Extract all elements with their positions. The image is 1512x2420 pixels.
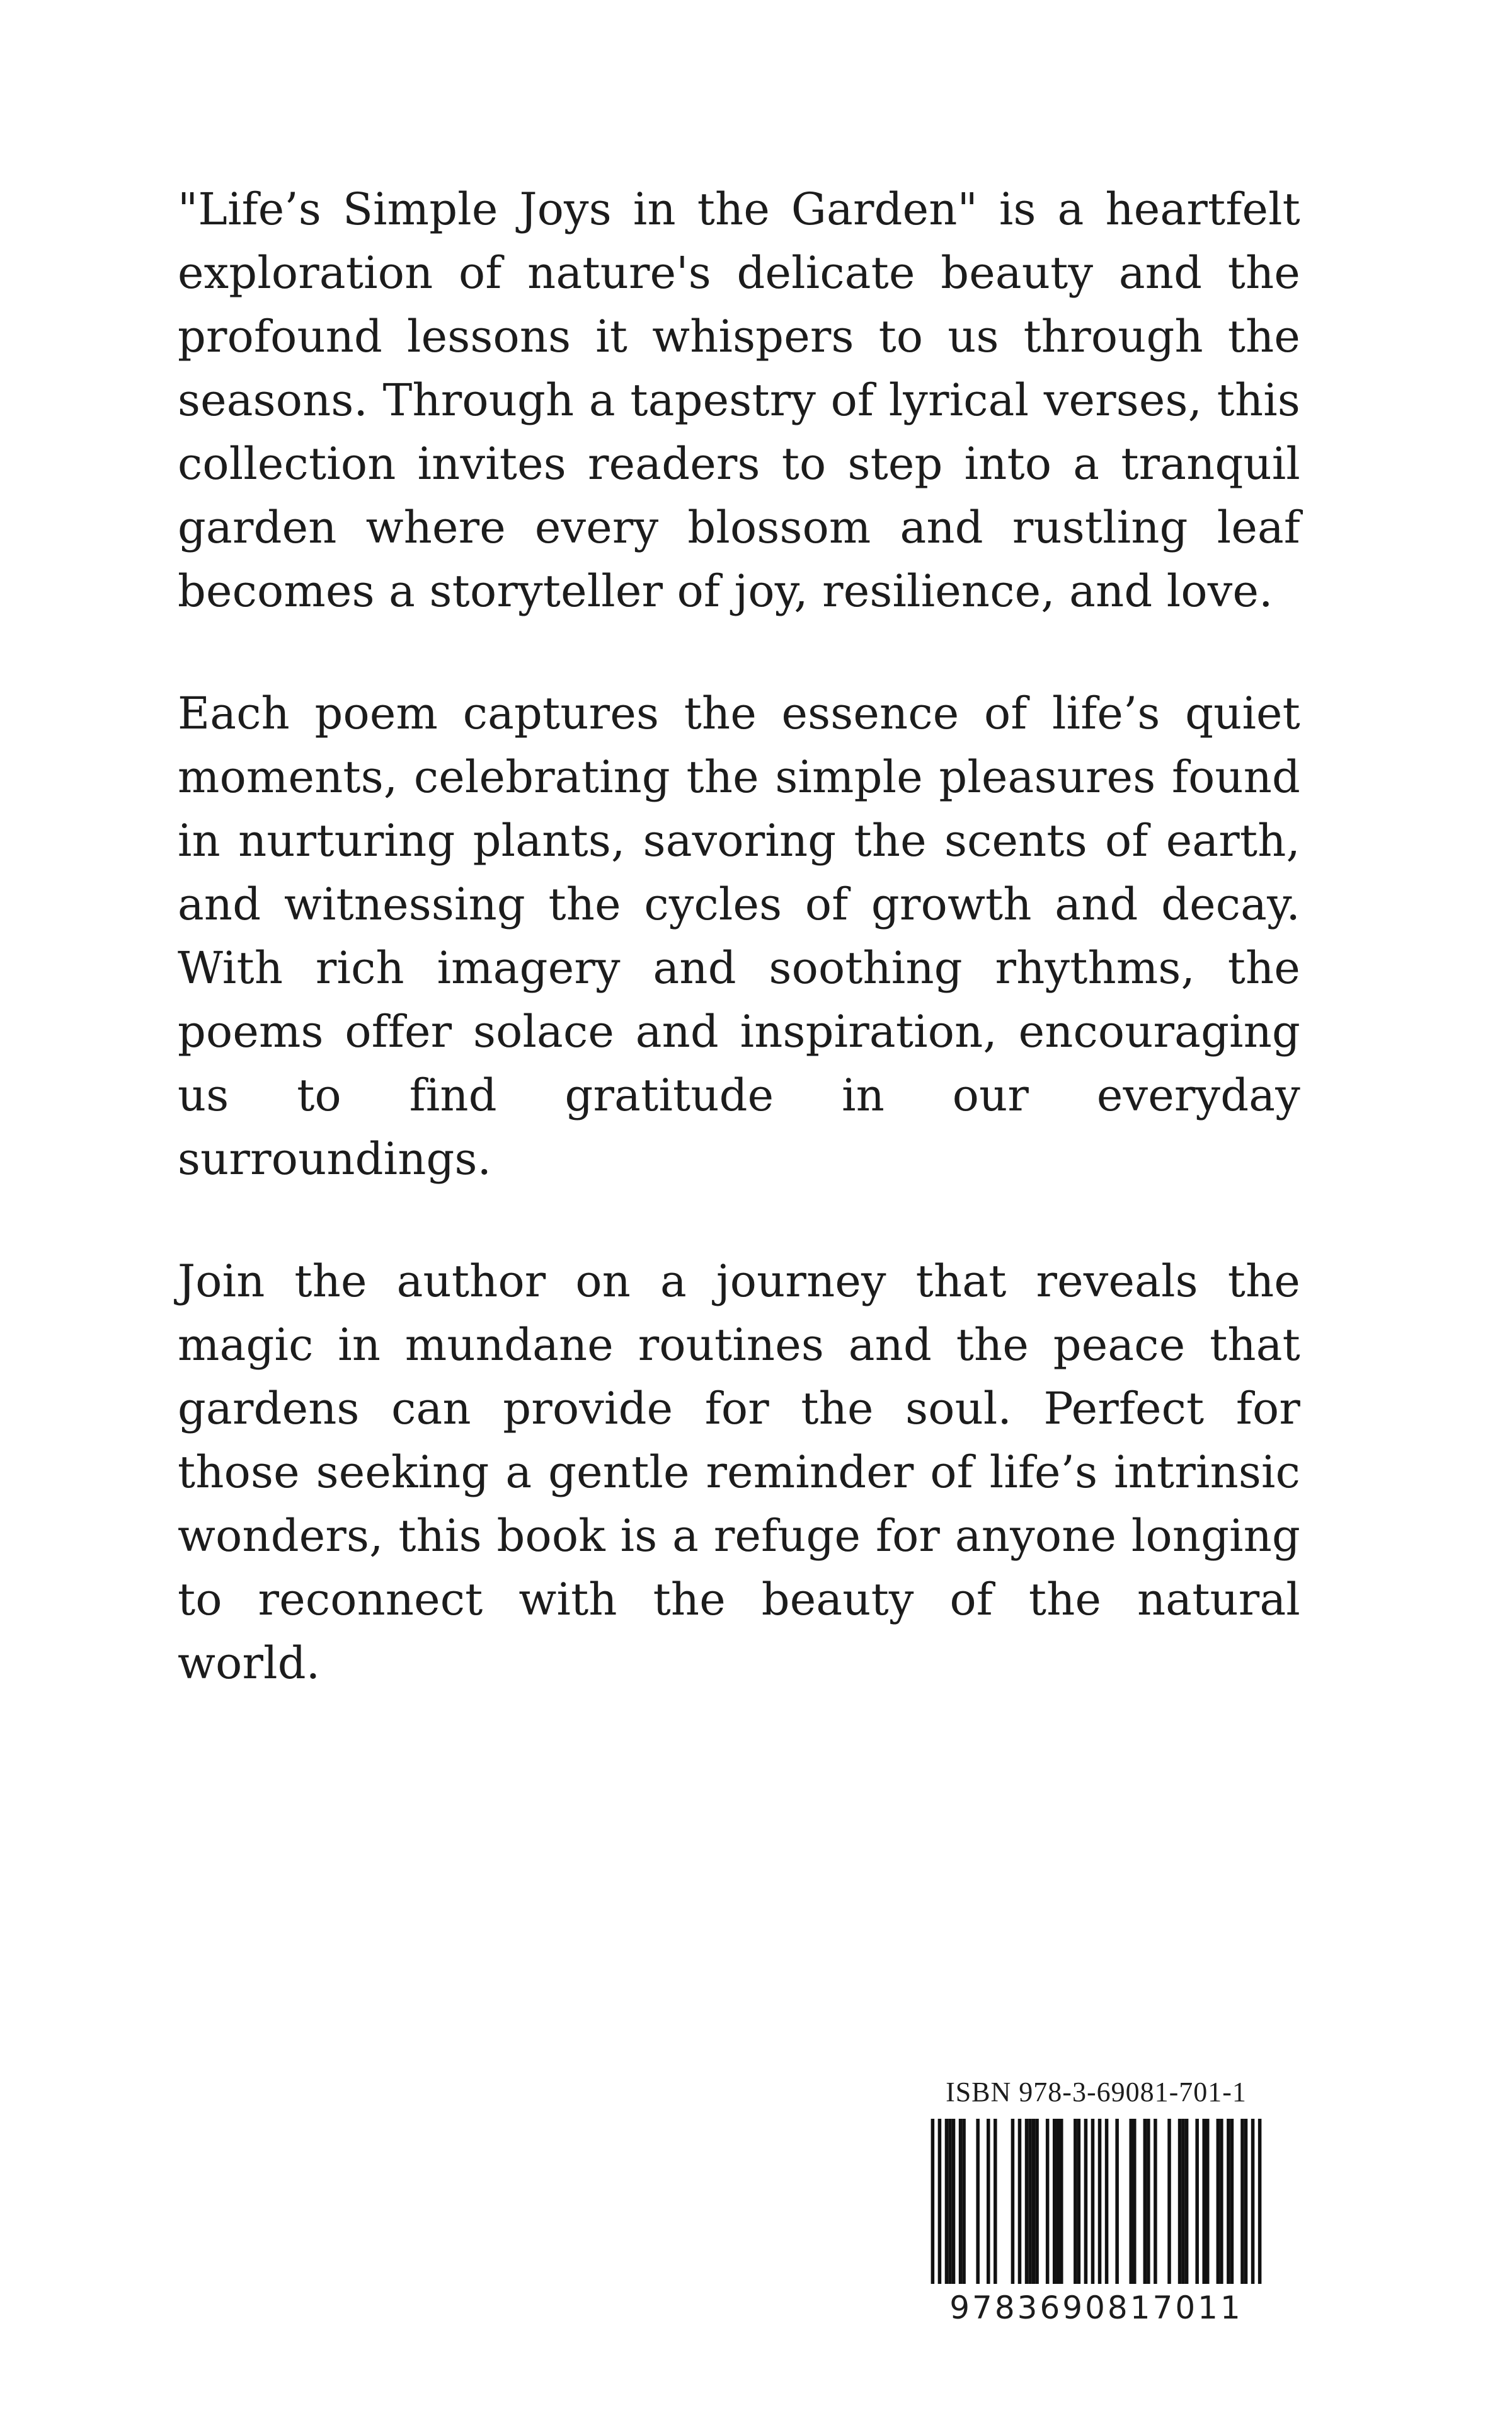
barcode-bar [1074, 2119, 1077, 2284]
blurb-paragraph-3: Join the author on a journey that reveals the magic in mundane routines and the peace that gardens can provide for the soul. Perfect for those seeking a gentle reminder of life’s intrinsic wonders, this book is a refuge for anyone longing to reconnect with the beauty of the natural world. [178, 1255, 1300, 1689]
barcode-bar [1154, 2119, 1157, 2284]
barcode-block [907, 2073, 1285, 2338]
barcode-bar [1105, 2119, 1109, 2284]
barcode-bar [1011, 2119, 1015, 2284]
barcode-bar [1185, 2119, 1189, 2284]
barcode-bar [959, 2119, 963, 2284]
barcode-bar [1227, 2119, 1230, 2284]
barcode-bar [1091, 2119, 1095, 2284]
barcode-bar [1178, 2119, 1182, 2284]
barcode-bar [1244, 2119, 1248, 2284]
barcode-bar [1143, 2119, 1147, 2284]
barcode-bar [1028, 2119, 1032, 2284]
barcode-bar [987, 2119, 990, 2284]
barcode-image [914, 2119, 1279, 2284]
barcode-bar [1230, 2119, 1234, 2284]
barcode-bar [1053, 2119, 1057, 2284]
barcode-bar [1167, 2119, 1171, 2284]
barcode-bar [1060, 2119, 1063, 2284]
blurb-paragraph-1: "Life’s Simple Joys in the Garden" is a heartfelt exploration of nature's delicate beauty and the profound lessons it whispers to us through the seasons. Through a tapestry of lyrical verses, this collection invites readers to step into a tranquil garden where every blossom and rustling leaf becomes a storyteller of joy, resilience, and love. [178, 183, 1300, 617]
barcode-bar [945, 2119, 949, 2284]
barcode-bar [1084, 2119, 1088, 2284]
barcode-bar [1098, 2119, 1102, 2284]
barcode-bar [1240, 2119, 1244, 2284]
barcode-bar [1077, 2119, 1081, 2284]
barcode-bar [938, 2119, 942, 2284]
barcode-bar [1258, 2119, 1262, 2284]
barcode-bar [1133, 2119, 1137, 2284]
barcode-bar [1018, 2119, 1022, 2284]
barcode-digits: 9783690817011 [949, 2290, 1243, 2326]
isbn-label: ISBN 978-3-69081-701-1 [946, 2077, 1247, 2107]
blurb-paragraph-2: Each poem captures the essence of life’s quiet moments, celebrating the simple pleasures found in nurturing plants, savoring the scents of earth, and witnessing the cycles of growth and decay. With rich imagery and soothing rhythms, the poems offer solace and inspiration, encouraging us to find gratitude in our everyday surroundings. [178, 688, 1300, 1185]
barcode-bar [1181, 2119, 1185, 2284]
barcode-bar [1115, 2119, 1119, 2284]
barcode-bar [962, 2119, 966, 2284]
barcode-bar [1220, 2119, 1223, 2284]
barcode-bar [976, 2119, 980, 2284]
barcode-bar [1056, 2119, 1060, 2284]
barcode-bar [1217, 2119, 1220, 2284]
barcode-bar [1025, 2119, 1029, 2284]
barcode-bar [1046, 2119, 1050, 2284]
barcode-bar [931, 2119, 935, 2284]
blurb-text [178, 178, 1300, 1754]
barcode-bar [1147, 2119, 1150, 2284]
barcode-bar [1251, 2119, 1255, 2284]
barcode-bar [1032, 2119, 1036, 2284]
barcode-bar [952, 2119, 956, 2284]
barcode-bar [1035, 2119, 1039, 2284]
barcode-bar [948, 2119, 952, 2284]
barcode-bar [1202, 2119, 1206, 2284]
barcode-bar [1195, 2119, 1199, 2284]
barcode-bar [994, 2119, 997, 2284]
barcode-bar [1129, 2119, 1133, 2284]
barcode-bar [1206, 2119, 1210, 2284]
